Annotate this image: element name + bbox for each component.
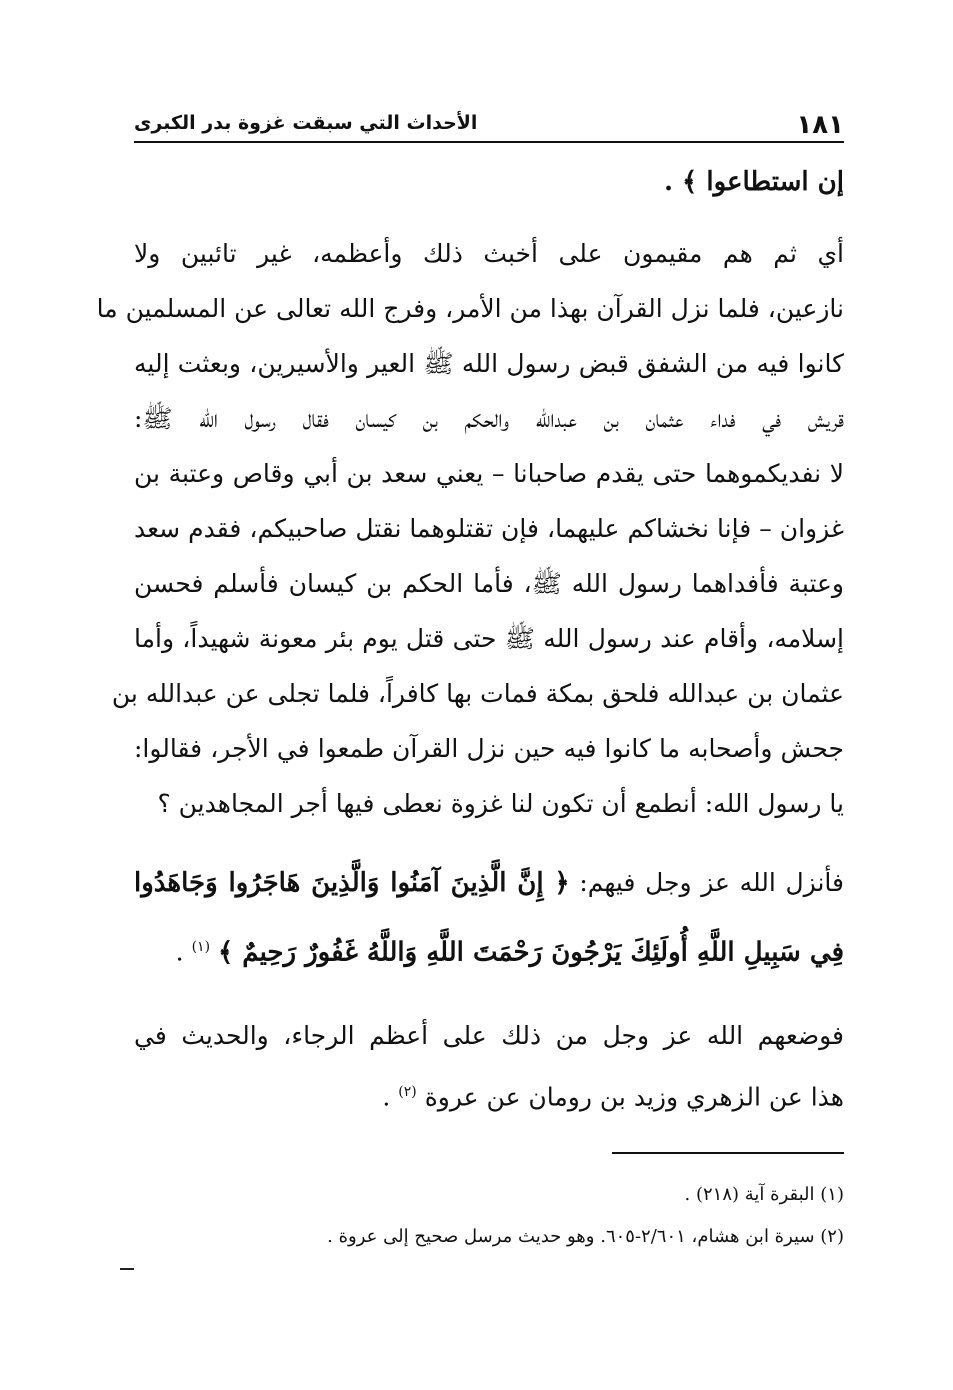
paragraph-line: يا رسول الله: أنطمع أن تكون لنا غزوة نعطى فيها أجر المجاهدين ؟ <box>157 789 844 818</box>
footnote-ref-2: (٢) <box>398 1084 417 1100</box>
verse-line-1 <box>134 858 844 908</box>
paragraph-line: كانوا فيه من الشفق قبض رسول الله ﷺ العير والأسيرين، وبعثت إليه <box>134 349 844 378</box>
paragraph-1 <box>96 232 844 832</box>
paragraph-line: إسلامه، وأقام عند رسول الله ﷺ حتى قتل يوم بئر معونة شهيداً، وأما <box>134 624 844 653</box>
paragraph-line: فوضعهم الله عز وجل من ذلك على أعظم الرجاء، والحديث في <box>134 1021 844 1050</box>
paragraph-text: هذا عن الزهري وزيد بن رومان عن عروة <box>424 1082 844 1112</box>
paragraph-line: قريش في فداء عثمان بن عبدالله والحكم بن كيسان فقال رسول الله ﷺ: <box>134 404 844 433</box>
header-rule <box>134 141 844 143</box>
footnote-1: (١) البقرة آية (٢١٨) . <box>684 1184 844 1205</box>
paragraph-line: وعتبة فأفداهما رسول الله ﷺ، فأما الحكم بن كيسان فأسلم فحسن <box>134 569 844 598</box>
verse-line-2 <box>134 920 844 974</box>
paragraph-line: غزوان – فإنا نخشاكم عليهما، فإن تقتلوهما نقتل صاحبيكم، فقدم سعد <box>134 514 844 543</box>
verse-text-1: ﴿ إِنَّ الَّذِينَ آمَنُوا وَالَّذِينَ هَاجَرُوا وَجَاهَدُوا <box>134 868 570 898</box>
verse-intro: فأنزل الله عز وجل فيهم: <box>579 868 845 897</box>
verse-text-2: فِي سَبِيلِ اللَّهِ أُولَئِكَ يَرْجُونَ رَحْمَتَ اللَّهِ وَاللَّهُ غَفُورٌ رَحِيمٌ ﴾ <box>218 937 844 968</box>
running-title: الأحداث التي سبقت غزوة بدر الكبرى <box>134 112 478 134</box>
page-number: ١٨١ <box>796 110 844 140</box>
footnote-2: (٢) سيرة ابن هشام، ٢/٦٠١-٦٠٥. وهو حديث مرسل صحيح إلى عروة . <box>327 1226 844 1247</box>
page-mark <box>120 1268 134 1270</box>
footnote-rule <box>612 1152 844 1154</box>
verse-end: . <box>175 937 184 967</box>
quote-end-line: إن استطاعوا ﴾ . <box>663 167 844 197</box>
footnote-ref-1: (١) <box>191 939 211 955</box>
paragraph-2 <box>134 1014 844 1124</box>
paragraph-line: لا نفديكموهما حتى يقدم صاحبانا – يعني سعد بن أبي وقاص وعتبة بن <box>134 459 844 488</box>
page-header <box>134 110 844 140</box>
paragraph-line: جحش وأصحابه ما كانوا فيه حين نزل القرآن طمعوا في الأجر، فقالوا: <box>134 734 844 763</box>
paragraph-line: أي ثم هم مقيمون على أخبث ذلك وأعظمه، غير تائبين ولا <box>134 239 844 268</box>
paragraph-line: عثمان بن عبدالله فلحق بمكة فمات بها كافراً، فلما تجلى عن عبدالله بن <box>111 679 844 708</box>
paragraph-line-last <box>134 1070 844 1114</box>
paragraph-end: . <box>382 1082 391 1112</box>
verse-block <box>134 858 844 978</box>
paragraph-line: نازعين، فلما نزل القرآن بهذا من الأمر، وفرج الله تعالى عن المسلمين ما <box>96 294 844 323</box>
